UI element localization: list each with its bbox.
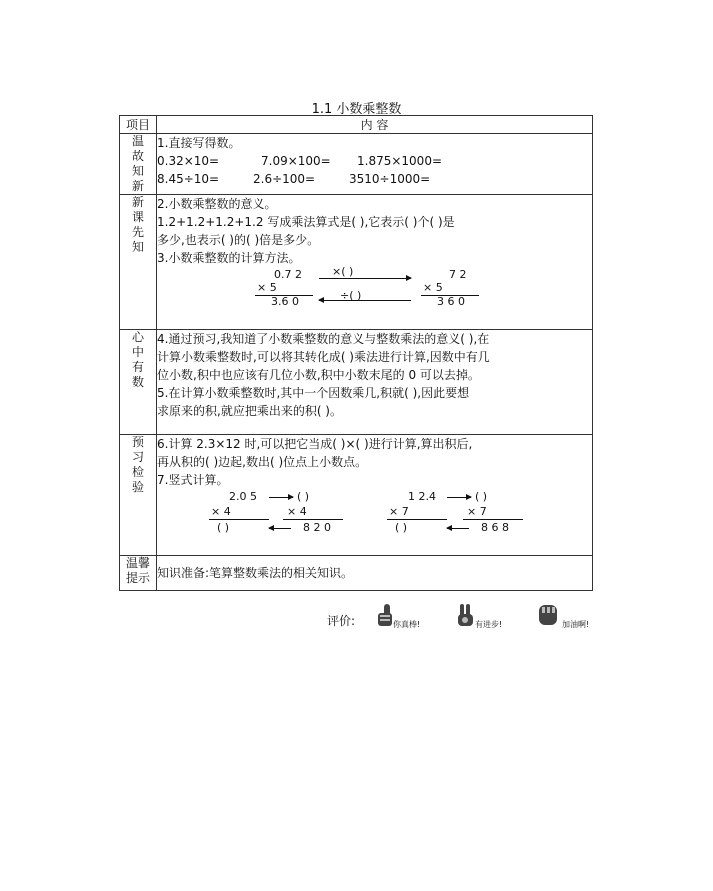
label-char: 提示 [125, 571, 150, 585]
question-4-text: 位小数,积中也应该有几位小数,积中小数末尾的 0 可以去掉。 [157, 368, 480, 382]
calc-item: 2.6÷100= [253, 172, 316, 186]
calc-item: 1.875×1000= [357, 154, 443, 168]
calc-b-right-rule [463, 519, 523, 520]
calc-b-multiplier: × 7 [389, 505, 409, 518]
header-content: 内 容 [157, 116, 593, 134]
calc-a-right-multiplier: × 4 [287, 505, 307, 518]
calc-item: 0.32×10= [157, 154, 220, 168]
table-row [120, 134, 593, 195]
label-char: 检 [131, 465, 144, 479]
arrow-top-label: ×( ) [332, 265, 354, 278]
calc-b-product: 8 6 8 [481, 521, 509, 534]
label-char: 新 [131, 179, 144, 193]
stamp-label-cheer: 加油啊! [562, 620, 590, 629]
label-char: 先 [131, 225, 144, 239]
evaluation-bar [0, 603, 713, 643]
label-char: 知 [131, 164, 144, 178]
question-4-text: 计算小数乘整数时,可以将其转化成( )乘法进行计算,因数中有几 [157, 350, 490, 364]
left-arrow-icon [269, 528, 291, 529]
calc-a-blank: ( ) [297, 490, 310, 503]
label-char: 中 [131, 345, 144, 359]
label-char: 新 [131, 195, 144, 209]
left-arrow-icon [447, 528, 469, 529]
left-arrow-icon [319, 300, 411, 301]
stamp-label-great: 你真棒! [393, 620, 421, 629]
left-multiplier: × 5 [257, 281, 277, 294]
page-title: 1.1 小数乘整数 [311, 102, 402, 117]
header-item: 项目 [120, 116, 157, 134]
table-row [120, 195, 593, 330]
label-char: 故 [131, 149, 144, 163]
stamp-label-progress: 有进步! [475, 620, 503, 629]
calc-a-product: 8 2 0 [303, 521, 331, 534]
victory-hand-icon[interactable] [455, 603, 477, 629]
label-char: 有 [131, 360, 144, 374]
row-label [120, 134, 157, 195]
table-row [120, 556, 593, 591]
question-2-text: 1.2+1.2+1.2+1.2 写成乘法算式是( ),它表示( )个( )是 [157, 215, 455, 229]
row-label [120, 195, 157, 330]
calc-a-blank-result: ( ) [217, 521, 230, 534]
row-content [157, 330, 593, 435]
label-char: 知 [131, 240, 144, 254]
label-char: 温馨 [125, 556, 150, 570]
label-char: 数 [131, 375, 144, 389]
right-arrow-icon [447, 497, 471, 498]
calc-b-right-multiplier: × 7 [467, 505, 487, 518]
calc-row [157, 152, 592, 170]
table-row [120, 435, 593, 556]
right-arrow-icon [319, 278, 411, 279]
calc-a-multiplier: × 4 [211, 505, 231, 518]
calc-b-rule [387, 519, 447, 520]
multiplication-method-diagram [157, 265, 592, 308]
table-header-row [120, 116, 593, 134]
question-5-text: 求原来的积,就应把乘出来的积( )。 [157, 404, 342, 418]
vertical-calc-diagram [157, 491, 592, 537]
label-char: 习 [131, 450, 144, 464]
calc-item: 8.45÷10= [157, 172, 220, 186]
calc-a-rule [209, 519, 269, 520]
calc-b-blank-result: ( ) [395, 521, 408, 534]
calc-a-right-rule [283, 519, 343, 520]
row-content [157, 134, 593, 195]
evaluation-label: 评价: [327, 614, 356, 628]
question-5-text: 5.在计算小数乘整数时,其中一个因数乘几,积就( ),因此要想 [157, 386, 470, 400]
table-row [120, 330, 593, 435]
row-label [120, 330, 157, 435]
calc-b-blank: ( ) [475, 490, 488, 503]
question-3-title: 3.小数乘整数的计算方法。 [157, 251, 301, 265]
question-2-title: 2.小数乘整数的意义。 [157, 197, 277, 211]
label-char: 心 [131, 330, 144, 344]
calc-item: 7.09×100= [261, 154, 331, 168]
left-factor: 0.7 2 [274, 268, 302, 281]
question-4-text: 4.通过预习,我知道了小数乘整数的意义与整数乘法的意义( ),在 [157, 332, 490, 346]
row-content [157, 556, 593, 591]
calc-item: 3510÷1000= [349, 172, 431, 186]
left-product: 3.6 0 [271, 295, 299, 308]
right-product: 3 6 0 [437, 295, 465, 308]
right-factor: 7 2 [449, 268, 467, 281]
calc-a-factor: 2.0 5 [229, 490, 257, 503]
question-7-title: 7.竖式计算。 [157, 473, 229, 487]
row-content [157, 435, 593, 556]
row-label [120, 435, 157, 556]
question-2-text: 多少,也表示( )的( )倍是多少。 [157, 233, 320, 247]
row-content [157, 195, 593, 330]
worksheet-table [119, 115, 593, 591]
fist-icon[interactable] [536, 601, 560, 629]
question-6-text: 6.计算 2.3×12 时,可以把它当成( )×( )进行计算,算出积后, [157, 437, 473, 451]
label-char: 验 [131, 480, 144, 494]
right-multiplier: × 5 [423, 281, 443, 294]
calc-row [157, 170, 592, 188]
label-char: 课 [131, 210, 144, 224]
tip-text: 知识准备:笔算整数乘法的相关知识。 [157, 566, 354, 580]
question-6-text: 再从积的( )边起,数出( )位点上小数点。 [157, 455, 368, 469]
arrow-bottom-label: ÷( ) [340, 289, 362, 302]
right-arrow-icon [269, 497, 293, 498]
label-char: 温 [131, 134, 144, 148]
row-label [120, 556, 157, 591]
calc-b-factor: 1 2.4 [408, 490, 436, 503]
label-char: 预 [131, 435, 144, 449]
question-1-title: 1.直接写得数。 [157, 136, 241, 150]
